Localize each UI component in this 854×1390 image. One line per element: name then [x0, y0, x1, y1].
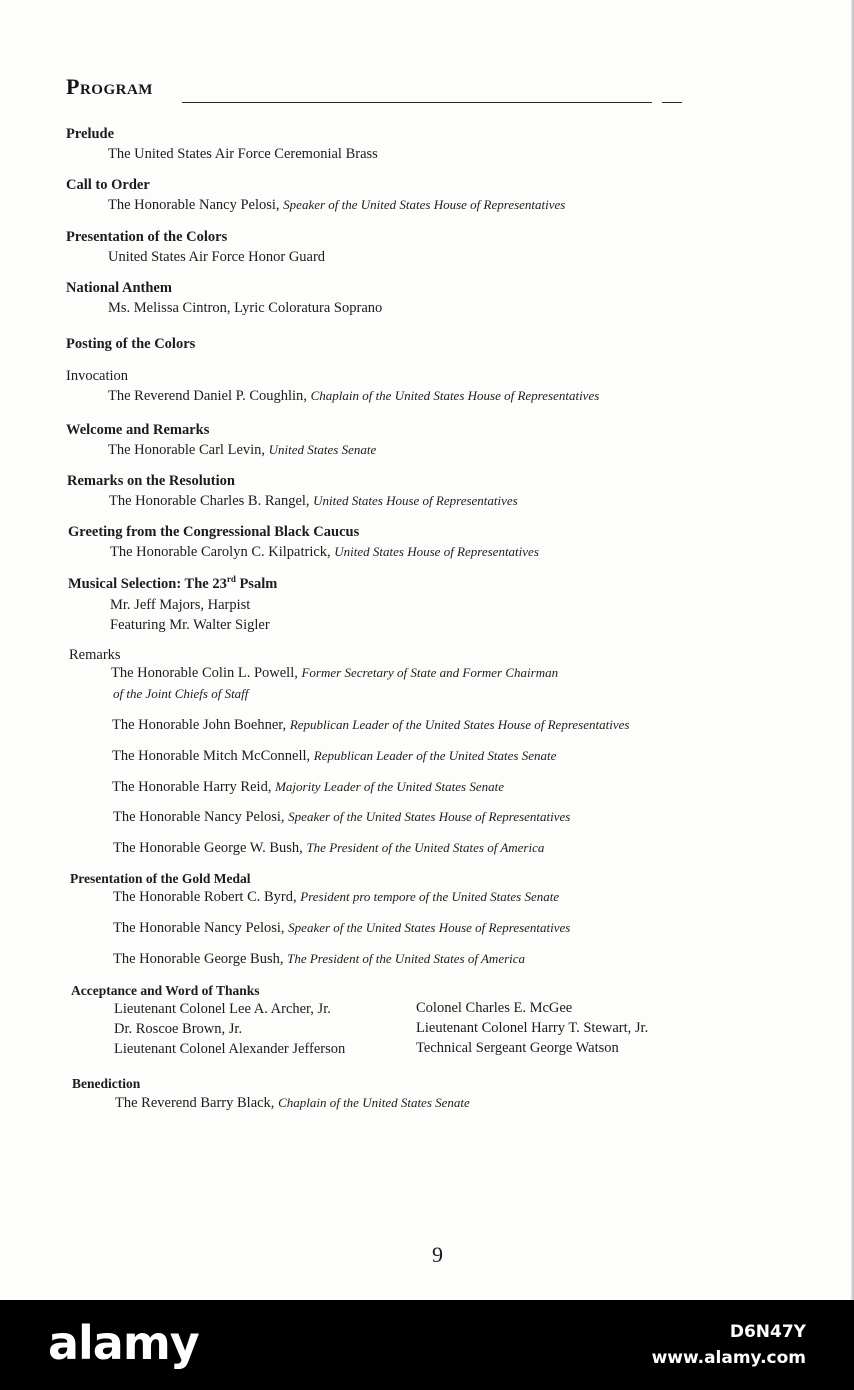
speaker-name: The Honorable Harry Reid, [112, 779, 272, 795]
program-line [112, 717, 629, 734]
speaker-name: The Honorable Carl Levin, [108, 442, 266, 458]
program-line [113, 809, 570, 826]
program-line [108, 197, 565, 214]
heading-rule-end [662, 102, 682, 103]
speaker-role: President pro tempore of the United States Senate [300, 889, 560, 904]
watermark-image-id: D6N47Y [729, 1322, 806, 1342]
section-title-call-to-order: Call to Order [66, 177, 150, 193]
watermark-url: www.alamy.com [651, 1348, 806, 1368]
heading-rule [182, 102, 652, 103]
speaker-name: The Honorable Carolyn C. Kilpatrick, [110, 544, 331, 560]
section-title-benediction: Benediction [72, 1076, 141, 1091]
speaker-name: The Honorable Nancy Pelosi, [113, 809, 285, 825]
section-title-acceptance: Acceptance and Word of Thanks [71, 983, 260, 998]
speaker-name: The Honorable George W. Bush, [113, 840, 303, 856]
speaker-name: The Honorable Colin L. Powell, [111, 665, 298, 681]
speaker-name: The Honorable John Boehner, [112, 717, 287, 733]
program-line [113, 951, 525, 968]
speaker-role: Chaplain of the United States Senate [278, 1095, 470, 1110]
speaker-role: The President of the United States of America [287, 951, 526, 966]
program-line [113, 840, 544, 857]
musical-title-end: Psalm [235, 576, 278, 592]
section-title-musical-selection [68, 576, 277, 593]
honoree-left: Lieutenant Colonel Lee A. Archer, Jr. [114, 1001, 331, 1017]
speaker-role: of the Joint Chiefs of Staff [113, 686, 249, 701]
program-line: The United States Air Force Ceremonial Brass [108, 146, 378, 162]
program-line: United States Air Force Honor Guard [108, 249, 326, 265]
page-heading: Program [66, 74, 153, 99]
watermark-logo: alamy [48, 1316, 199, 1370]
speaker-name: The Honorable Nancy Pelosi, [108, 197, 280, 213]
speaker-name: The Honorable Charles B. Rangel, [109, 493, 310, 509]
program-line: Featuring Mr. Walter Sigler [110, 617, 270, 633]
musical-title-main: Musical Selection: The 23 [68, 576, 227, 592]
program-line [108, 442, 376, 459]
program-line [108, 388, 599, 405]
honoree-left: Dr. Roscoe Brown, Jr. [114, 1021, 243, 1037]
program-line [110, 544, 539, 561]
speaker-name: The Honorable Nancy Pelosi, [113, 920, 285, 936]
speaker-name: The Reverend Daniel P. Coughlin, [108, 388, 307, 404]
speaker-role: Republican Leader of the United States Senate [313, 748, 557, 763]
speaker-role: Chaplain of the United States House of Representatives [310, 388, 600, 403]
program-line [113, 920, 570, 937]
speaker-name: The Reverend Barry Black, [115, 1095, 275, 1111]
watermark-bar [0, 1300, 854, 1390]
program-line [112, 779, 504, 796]
speaker-role: Republican Leader of the United States House of Representatives [289, 717, 630, 732]
program-line: Ms. Melissa Cintron, Lyric Coloratura Soprano [108, 300, 383, 316]
musical-title-superscript: rd [226, 574, 236, 585]
honoree-right: Technical Sergeant George Watson [416, 1040, 619, 1056]
speaker-role: Majority Leader of the United States Senate [275, 779, 504, 794]
program-line [113, 686, 248, 703]
section-title-remarks: Remarks [69, 647, 121, 663]
speaker-role: United States House of Representatives [334, 544, 539, 559]
section-title-posting-colors: Posting of the Colors [66, 336, 196, 352]
speaker-role: Former Secretary of State and Former Chairman [301, 665, 559, 680]
section-title-presentation-colors: Presentation of the Colors [66, 229, 228, 245]
speaker-role: United States Senate [268, 442, 377, 457]
program-line [109, 493, 518, 510]
speaker-role: Speaker of the United States House of Representatives [288, 920, 571, 935]
section-title-gold-medal: Presentation of the Gold Medal [70, 871, 251, 886]
section-title-resolution: Remarks on the Resolution [67, 473, 235, 489]
section-title-national-anthem: National Anthem [66, 280, 172, 296]
section-title-invocation: Invocation [66, 368, 129, 384]
speaker-role: United States House of Representatives [313, 493, 518, 508]
speaker-role: Speaker of the United States House of Representatives [283, 197, 566, 212]
page-number: 9 [432, 1242, 443, 1267]
program-line [111, 665, 558, 682]
honoree-left: Lieutenant Colonel Alexander Jefferson [114, 1041, 346, 1057]
honoree-right: Colonel Charles E. McGee [416, 1000, 573, 1016]
section-title-prelude: Prelude [66, 126, 115, 142]
speaker-name: The Honorable George Bush, [113, 951, 284, 967]
honoree-right: Lieutenant Colonel Harry T. Stewart, Jr. [416, 1020, 649, 1036]
program-line [112, 748, 556, 765]
speaker-role: Speaker of the United States House of Representatives [288, 809, 571, 824]
speaker-name: The Honorable Robert C. Byrd, [113, 889, 297, 905]
program-line [113, 889, 559, 906]
program-line: Mr. Jeff Majors, Harpist [110, 597, 251, 613]
speaker-role: The President of the United States of America [306, 840, 545, 855]
section-title-welcome: Welcome and Remarks [66, 422, 210, 438]
speaker-name: The Honorable Mitch McConnell, [112, 748, 311, 764]
section-title-greeting: Greeting from the Congressional Black Caucus [68, 524, 360, 540]
program-line [115, 1095, 470, 1112]
